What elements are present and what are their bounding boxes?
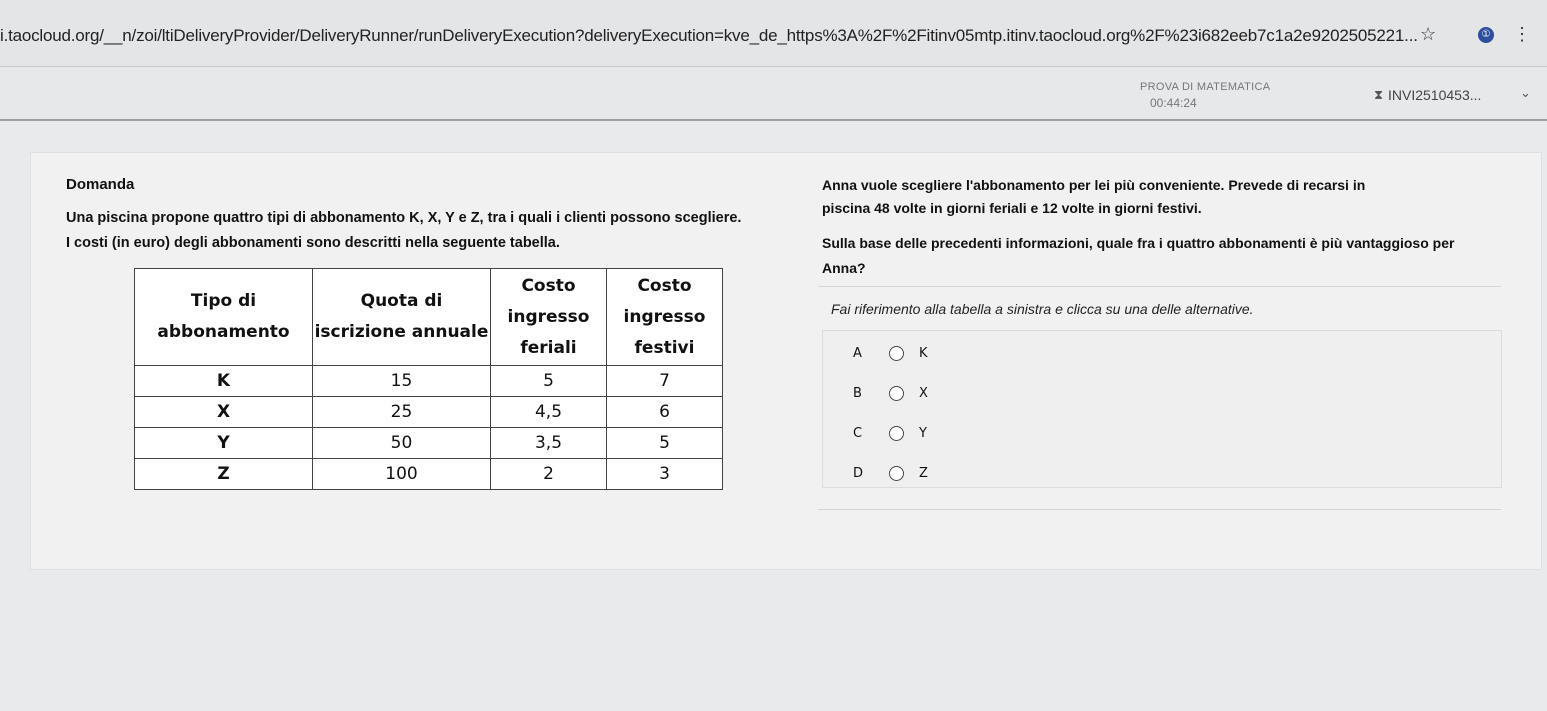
table-cell: 50 [313,428,491,459]
table-cell: K [135,366,313,397]
table-cell: 5 [491,366,607,397]
hourglass-icon: ⧗ [1374,87,1384,102]
table-cell: 3 [607,459,723,490]
choice-option-y[interactable] [823,419,1023,449]
choice-letter: D [853,466,864,481]
exam-header [0,67,1547,121]
choice-list [822,330,1502,488]
bookmark-star-icon[interactable]: ☆ [1420,24,1437,44]
user-id: INVI2510453... [1388,87,1482,103]
table-cell: 7 [607,366,723,397]
question-intro-line: I costi (in euro) degli abbonamenti sono descritti nella seguente tabella. [66,235,560,251]
table-cell: 4,5 [491,397,607,428]
choice-letter: B [853,386,862,401]
exam-title: PROVA DI MATEMATICA [1140,81,1271,93]
profile-avatar[interactable]: ① [1478,27,1494,43]
instruction-text: Fai riferimento alla tabella a sinistra e clicca su una delle alternative. [831,301,1254,317]
subscription-table [134,268,723,490]
table-row [135,428,723,459]
radio-button[interactable] [889,426,904,441]
choice-label: X [919,386,928,401]
choice-label: Y [919,426,927,441]
radio-button[interactable] [889,386,904,401]
table-row [135,459,723,490]
question-heading: Domanda [66,176,135,193]
table-header-row [135,269,723,366]
table-cell: 2 [491,459,607,490]
table-cell: Z [135,459,313,490]
choice-letter: A [853,346,862,361]
choice-letter: C [853,426,863,441]
question-text-line: Anna? [822,260,866,276]
radio-button[interactable] [889,466,904,481]
table-header-cell: Quota di iscrizione annuale [313,269,491,366]
table-cell: 15 [313,366,491,397]
table-cell: 6 [607,397,723,428]
table-header-cell: Tipo di abbonamento [135,269,313,366]
chevron-down-icon[interactable]: ⌄ [1520,85,1531,100]
browser-menu-icon[interactable]: ⋮ [1513,24,1531,44]
question-text-line: Anna vuole scegliere l'abbonamento per lei più conveniente. Prevede di recarsi in [822,177,1366,193]
browser-address-bar [0,0,1547,67]
table-row [135,397,723,428]
table-cell: 5 [607,428,723,459]
question-intro-line: Una piscina propone quattro tipi di abbonamento K, X, Y e Z, tra i quali i clienti possono scegliere. [66,210,742,226]
table-cell: 25 [313,397,491,428]
choice-option-z[interactable] [823,459,1023,489]
timer: 00:44:24 [1150,96,1197,110]
table-cell: 100 [313,459,491,490]
radio-button[interactable] [889,346,904,361]
table-cell: Y [135,428,313,459]
choice-label: K [919,346,928,361]
table-cell: X [135,397,313,428]
question-text-line: piscina 48 volte in giorni feriali e 12 volte in giorni festivi. [822,200,1202,216]
url-field[interactable]: i.taocloud.org/__n/zoi/ltiDeliveryProvider/DeliveryRunner/runDeliveryExecution?deliveryExecution=kve_de_https%3A%2F%2Fitinv05mtp.itinv.taocloud.org%2F%23i682eeb7c1a2e9202505221... [0,26,1418,45]
table-header-cell: Costo ingresso feriali [491,269,607,366]
table-row [135,366,723,397]
choice-option-k[interactable] [823,339,1023,369]
table-cell: 3,5 [491,428,607,459]
choice-option-x[interactable] [823,379,1023,409]
choice-label: Z [919,466,928,481]
question-text-line: Sulla base delle precedenti informazioni, quale fra i quattro abbonamenti è più vantaggioso per [822,235,1455,251]
table-header-cell: Costo ingresso festivi [607,269,723,366]
